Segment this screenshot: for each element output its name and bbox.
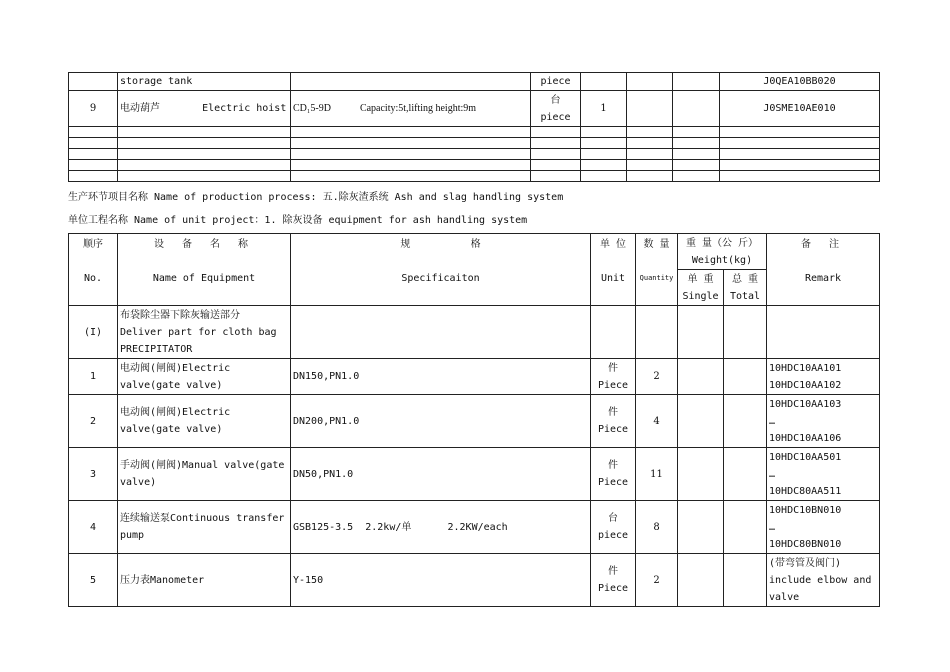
- unit-en: Piece: [597, 379, 629, 391]
- cell-total: [673, 91, 720, 127]
- cell-remark: [767, 395, 880, 448]
- cell-unit: [591, 395, 636, 448]
- header-spec: [291, 234, 591, 306]
- header-weight: [678, 234, 767, 270]
- spec-model: CD₁5-9D: [293, 103, 331, 114]
- cell-total: [724, 395, 767, 448]
- remark-line: include elbow and: [769, 574, 872, 586]
- cell-spec: DN150,PN1.0: [291, 359, 591, 395]
- unit-project-caption: 单位工程名称 Name of unit project：1. 除灰设备 equipment for ash handling system: [68, 215, 528, 226]
- cell-single: [678, 501, 724, 554]
- cell-total: [724, 359, 767, 395]
- header-single-cn: 单 重: [687, 273, 714, 285]
- unit-cn: 件: [608, 566, 618, 577]
- cell-name: [118, 306, 291, 359]
- unit-cn: 台: [608, 513, 618, 524]
- cell-remark: J0SME10AE010: [720, 91, 880, 127]
- cell-name: 手动阀(闸阀)Manual valve(gate valve): [118, 448, 291, 501]
- cell-single: [627, 91, 673, 127]
- header-no-cn: 顺序: [83, 238, 103, 250]
- header-name-cn: 设 备 名 称: [153, 238, 255, 250]
- header-total: [724, 270, 767, 306]
- unit-en: piece: [597, 530, 629, 541]
- remark-line: 10HDC10AA501: [769, 451, 842, 463]
- process-caption: 生产环节项目名称 Name of production process: 五.除灰渣系统 Ash and slag handling system: [68, 192, 564, 203]
- cell-qty: 2: [636, 359, 678, 395]
- cell-unit: piece: [531, 73, 581, 91]
- header-total-en: Total: [729, 290, 761, 302]
- header-name: [118, 234, 291, 306]
- cell-no: 1: [69, 359, 118, 395]
- cell-no: 3: [69, 448, 118, 501]
- header-qty-en: Quantity: [639, 273, 674, 282]
- table-row: [69, 395, 880, 448]
- name-en: Electric hoist: [202, 103, 287, 114]
- cell-remark: [767, 359, 880, 395]
- cell-single: [678, 395, 724, 448]
- cell-no: 2: [69, 395, 118, 448]
- empty-row: [69, 138, 880, 149]
- cell-spec: DN50,PN1.0: [291, 448, 591, 501]
- cell-qty: 4: [636, 395, 678, 448]
- empty-row: [69, 149, 880, 160]
- equipment-table-continued: [68, 72, 880, 182]
- cell-no: (I): [69, 306, 118, 359]
- cell-remark: [767, 448, 880, 501]
- header-single: [678, 270, 724, 306]
- remark-line: …: [769, 521, 776, 533]
- cell-single: [627, 73, 673, 91]
- cell-single: [678, 448, 724, 501]
- cell-unit: [531, 91, 581, 127]
- cell-spec: DN200,PN1.0: [291, 395, 591, 448]
- table-row: [69, 554, 880, 607]
- cell-name: 连续输送泵Continuous transfer pump: [118, 501, 291, 554]
- cell-remark: [767, 554, 880, 607]
- cell-total: [724, 501, 767, 554]
- remark-line: …: [769, 415, 776, 427]
- header-weight-en: Weight(kg): [691, 254, 753, 266]
- header-spec-en: Specificaiton: [401, 272, 480, 284]
- cell-name: storage tank: [118, 73, 291, 91]
- section-line1: 布袋除尘器下除灰输送部分: [120, 309, 240, 321]
- remark-line: 10HDC10AA103: [769, 398, 842, 410]
- cell-no: 5: [69, 554, 118, 607]
- name-cn: 电动葫芦: [120, 103, 160, 114]
- cell-name: 电动阀(闸阀)Electric valve(gate valve): [118, 359, 291, 395]
- remark-line: (带弯管及阀门): [769, 557, 842, 569]
- unit-cn: 件: [608, 362, 618, 374]
- section-row: [69, 306, 880, 359]
- cell-name: 电动阀(闸阀)Electric valve(gate valve): [118, 395, 291, 448]
- spec-text: Capacity:5t,lifting height:9m: [359, 103, 477, 114]
- header-unit-en: Unit: [600, 272, 626, 284]
- remark-line: 10HDC10AA102: [769, 379, 842, 391]
- remark-line: 10HDC10AA106: [769, 432, 842, 444]
- cell-name: 压力表Manometer: [118, 554, 291, 607]
- header-row: [69, 234, 880, 270]
- cell-spec: GSB125-3.5 2.2kw/单 2.2KW/each: [291, 501, 591, 554]
- unit-cn: 件: [608, 460, 618, 471]
- cell-unit: [591, 554, 636, 607]
- header-qty: [636, 234, 678, 306]
- header-qty-cn: 数 量: [643, 238, 670, 250]
- header-name-en: Name of Equipment: [152, 272, 256, 284]
- table-row: [69, 448, 880, 501]
- unit-en: Piece: [597, 477, 629, 488]
- header-remark-cn: 备 注: [801, 238, 846, 250]
- cell-unit: [591, 501, 636, 554]
- cell-remark: [767, 501, 880, 554]
- cell-single: [678, 554, 724, 607]
- empty-row: [69, 127, 880, 138]
- remark-line: 10HDC80AA511: [769, 485, 842, 497]
- header-no-en: No.: [83, 272, 103, 284]
- header-spec-cn: 规 格: [400, 238, 481, 250]
- header-no: [69, 234, 118, 306]
- cell-spec: [291, 73, 531, 91]
- empty-row: [69, 160, 880, 171]
- cell-total: [724, 554, 767, 607]
- remark-line: valve: [769, 591, 800, 603]
- cell-total: [673, 73, 720, 91]
- equipment-table: [68, 233, 880, 607]
- remark-line: …: [769, 468, 776, 480]
- remark-line: 10HDC80BN010: [769, 538, 842, 550]
- table-row: [69, 501, 880, 554]
- cell-spec: [291, 91, 531, 127]
- header-remark-en: Remark: [804, 272, 842, 284]
- remark-line: 10HDC10BN010: [769, 504, 842, 516]
- unit-cn: 台: [550, 94, 561, 106]
- unit-cn: 件: [608, 407, 618, 418]
- unit-en: Piece: [597, 583, 629, 594]
- cell-unit: [591, 448, 636, 501]
- table-row: [69, 73, 880, 91]
- cell-qty: 2: [636, 554, 678, 607]
- cell-remark: J0QEA10BB020: [720, 73, 880, 91]
- header-unit-cn: 单 位: [599, 238, 627, 250]
- header-unit: [591, 234, 636, 306]
- cell-spec: Y-150: [291, 554, 591, 607]
- cell-qty: [581, 73, 627, 91]
- header-total-cn: 总 重: [731, 273, 759, 285]
- cell-no: 4: [69, 501, 118, 554]
- empty-row: [69, 171, 880, 182]
- section-line2: Deliver part for cloth bag: [120, 326, 277, 338]
- cell-total: [724, 448, 767, 501]
- header-remark: [767, 234, 880, 306]
- header-single-en: Single: [682, 290, 719, 302]
- cell-name: [118, 91, 291, 127]
- cell-no: [69, 73, 118, 91]
- cell-unit: [591, 359, 636, 395]
- table-row: [69, 359, 880, 395]
- remark-line: 10HDC10AA101: [769, 362, 842, 374]
- unit-en: Piece: [597, 424, 629, 435]
- cell-no: 9: [69, 91, 118, 127]
- cell-single: [678, 359, 724, 395]
- section-line3: PRECIPITATOR: [120, 343, 193, 355]
- table-row: [69, 91, 880, 127]
- unit-en: piece: [540, 111, 571, 123]
- cell-qty: 11: [636, 448, 678, 501]
- header-weight-cn: 重 量（公 斤）: [685, 237, 759, 249]
- cell-qty: 8: [636, 501, 678, 554]
- cell-qty: 1: [581, 91, 627, 127]
